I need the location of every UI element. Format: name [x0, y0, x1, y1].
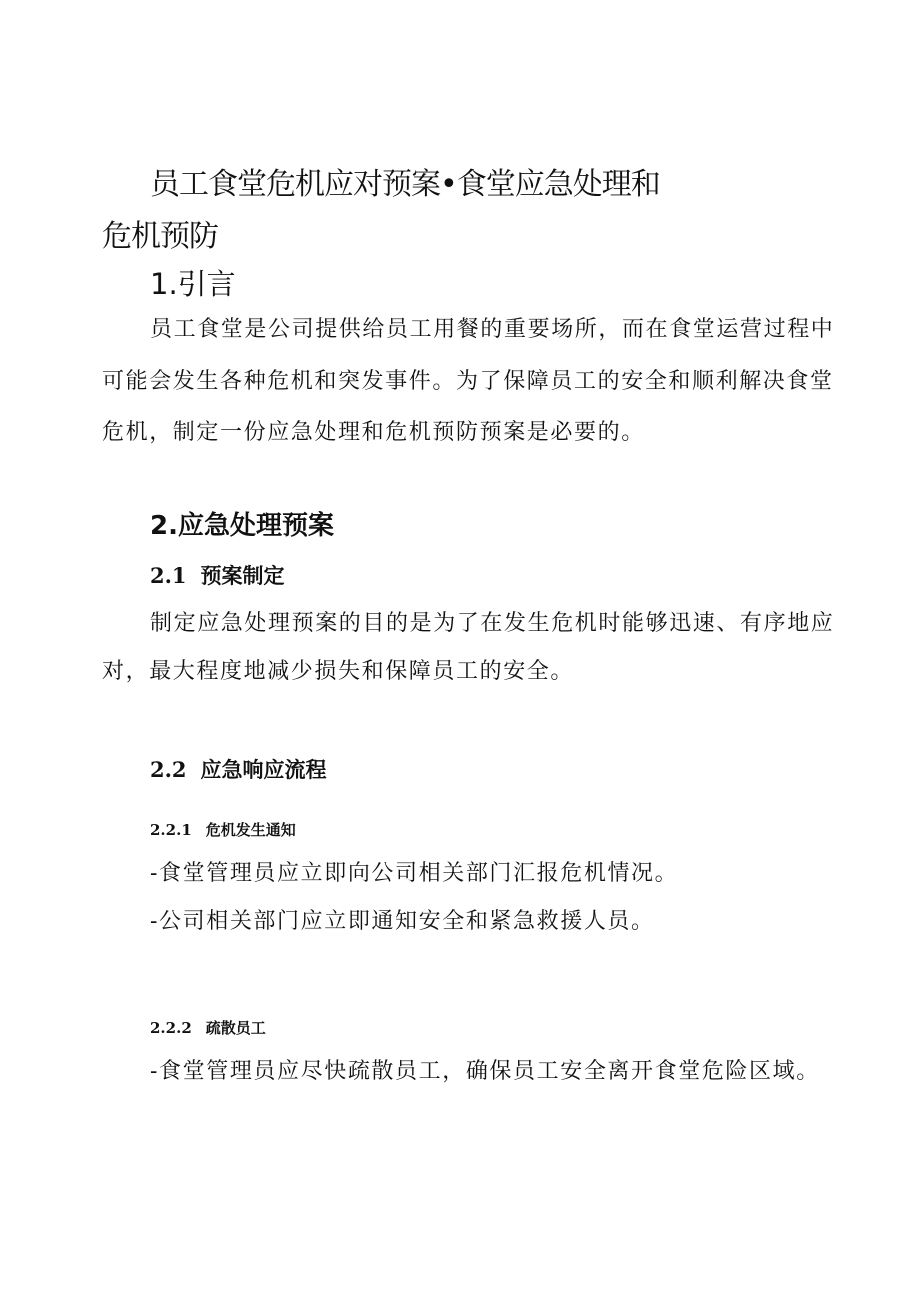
item-2-2-1-heading — [150, 818, 296, 842]
item-2-2-2-title: 疏散员工 — [205, 1019, 266, 1037]
plan-paragraph-line-2: 对，最大程度地减少损失和保障员工的安全。 — [102, 659, 575, 684]
item-2-2-2-heading — [150, 1016, 266, 1040]
section-1-heading: 1.引言 — [150, 267, 236, 301]
doc-title-line-1: 员工食堂危机应对预案•食堂应急处理和 — [150, 167, 660, 202]
subsection-2-1-heading — [150, 561, 285, 591]
intro-paragraph-line-3: 危机，制定一份应急处理和危机预防预案是必要的。 — [102, 420, 645, 445]
item-2-2-2-number: 2.2.2 — [150, 1019, 192, 1037]
subsection-2-2-heading — [150, 755, 327, 785]
item-2-2-1-number: 2.2.1 — [150, 821, 192, 839]
subsection-2-2-title: 应急响应流程 — [200, 758, 327, 782]
intro-paragraph-line-2: 可能会发生各种危机和突发事件。为了保障员工的安全和顺利解决食堂 — [102, 369, 834, 394]
section-2-heading: 2.应急处理预案 — [150, 511, 334, 541]
subsection-2-2-number: 2.2 — [150, 757, 187, 782]
notify-list-item-2: -公司相关部门应立即通知安全和紧急救援人员。 — [150, 909, 655, 934]
subsection-2-1-title: 预案制定 — [200, 564, 285, 588]
notify-list-item-1: -食堂管理员应立即向公司相关部门汇报危机情况。 — [150, 861, 679, 886]
item-2-2-1-title: 危机发生通知 — [205, 821, 296, 839]
plan-paragraph-line-1: 制定应急处理预案的目的是为了在发生危机时能够迅速、有序地应 — [150, 611, 835, 636]
evacuate-list-item-1: -食堂管理员应尽快疏散员工，确保员工安全离开食堂危险区域。 — [150, 1059, 820, 1084]
subsection-2-1-number: 2.1 — [150, 563, 187, 588]
intro-paragraph-line-1: 员工食堂是公司提供给员工用餐的重要场所，而在食堂运营过程中 — [150, 317, 835, 342]
doc-title-line-2: 危机预防 — [102, 219, 218, 254]
